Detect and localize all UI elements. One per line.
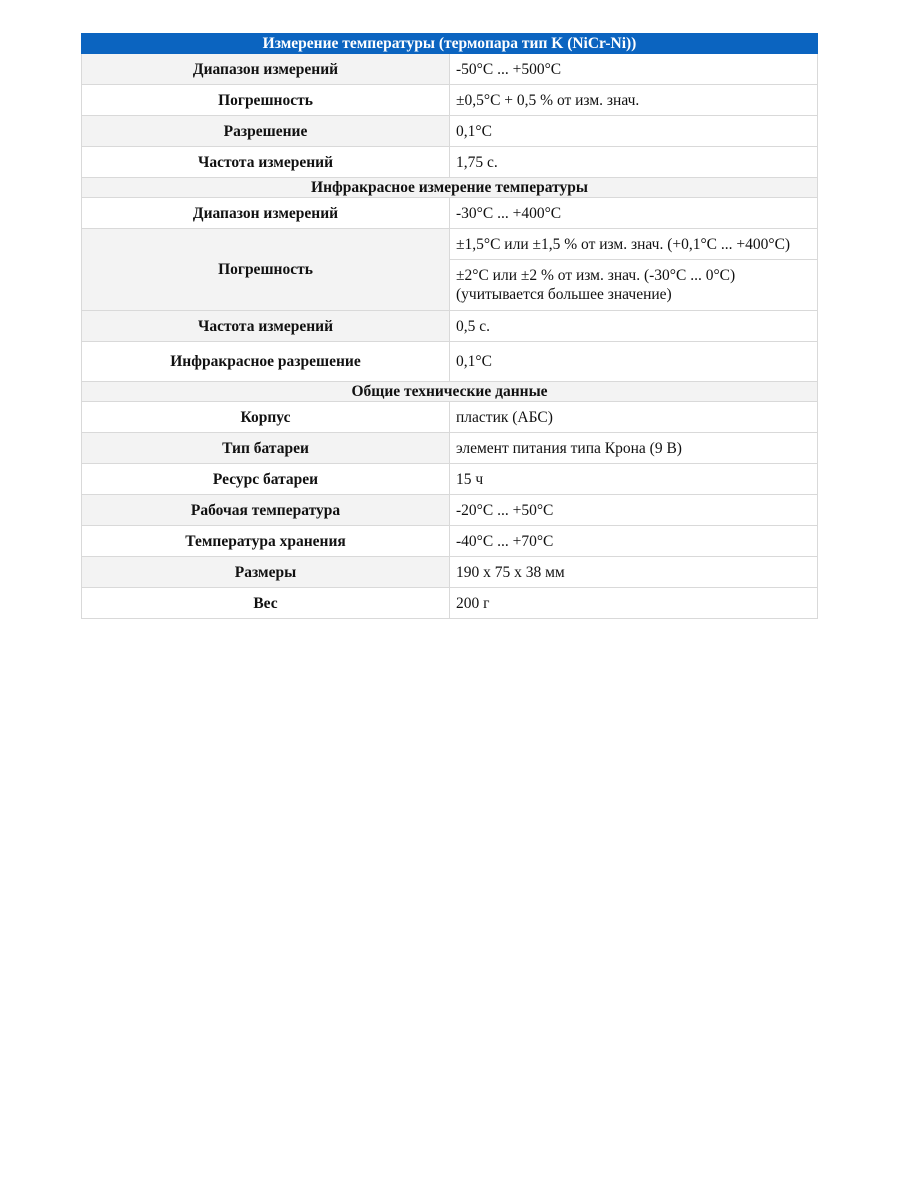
row-value: элемент питания типа Крона (9 В) <box>450 433 818 464</box>
row-label: Температура хранения <box>82 526 450 557</box>
row-value: -20°C ... +50°C <box>450 495 818 526</box>
row-label: Инфракрасное разрешение <box>82 342 450 382</box>
row-label: Погрешность <box>82 85 450 116</box>
table-row <box>82 588 818 619</box>
row-value: 15 ч <box>450 464 818 495</box>
table-row <box>82 54 818 85</box>
table-row <box>82 147 818 178</box>
table-row <box>82 464 818 495</box>
row-label: Диапазон измерений <box>82 198 450 229</box>
row-label: Вес <box>82 588 450 619</box>
section-heading-general: Общие технические данные <box>82 382 818 402</box>
row-value: 0,1°C <box>450 342 818 382</box>
section-heading-row <box>82 382 818 402</box>
row-label: Рабочая температура <box>82 495 450 526</box>
row-value: 200 г <box>450 588 818 619</box>
row-value: 190 x 75 x 38 мм <box>450 557 818 588</box>
specifications-table <box>81 33 818 619</box>
row-value: -40°C ... +70°C <box>450 526 818 557</box>
table-row <box>82 557 818 588</box>
row-label: Диапазон измерений <box>82 54 450 85</box>
table-row <box>82 116 818 147</box>
row-label: Ресурс батареи <box>82 464 450 495</box>
row-label: Частота измерений <box>82 147 450 178</box>
row-value: -30°C ... +400°C <box>450 198 818 229</box>
table-title: Измерение температуры (термопара тип K (NiCr-Ni)) <box>82 34 818 54</box>
section-heading-infrared: Инфракрасное измерение температуры <box>82 178 818 198</box>
row-label: Погрешность <box>82 229 450 311</box>
row-value: ±2°C или ±2 % от изм. знач. (-30°C ... 0°C) (учитывается большее значение) <box>450 260 818 311</box>
row-label: Тип батареи <box>82 433 450 464</box>
row-value: -50°C ... +500°C <box>450 54 818 85</box>
row-value: 1,75 с. <box>450 147 818 178</box>
table-row <box>82 198 818 229</box>
row-value: пластик (АБС) <box>450 402 818 433</box>
row-value: 0,5 с. <box>450 311 818 342</box>
row-label: Корпус <box>82 402 450 433</box>
table-row <box>82 229 818 260</box>
row-label: Разрешение <box>82 116 450 147</box>
table-row <box>82 402 818 433</box>
section-heading-row <box>82 178 818 198</box>
row-label: Размеры <box>82 557 450 588</box>
row-value: ±0,5°C + 0,5 % от изм. знач. <box>450 85 818 116</box>
table-row <box>82 433 818 464</box>
table-row <box>82 495 818 526</box>
row-value: 0,1°C <box>450 116 818 147</box>
row-value: ±1,5°C или ±1,5 % от изм. знач. (+0,1°C ... +400°C) <box>450 229 818 260</box>
table-row <box>82 342 818 382</box>
table-row <box>82 526 818 557</box>
table-row <box>82 311 818 342</box>
table-title-row <box>82 34 818 54</box>
row-label: Частота измерений <box>82 311 450 342</box>
table-row <box>82 85 818 116</box>
